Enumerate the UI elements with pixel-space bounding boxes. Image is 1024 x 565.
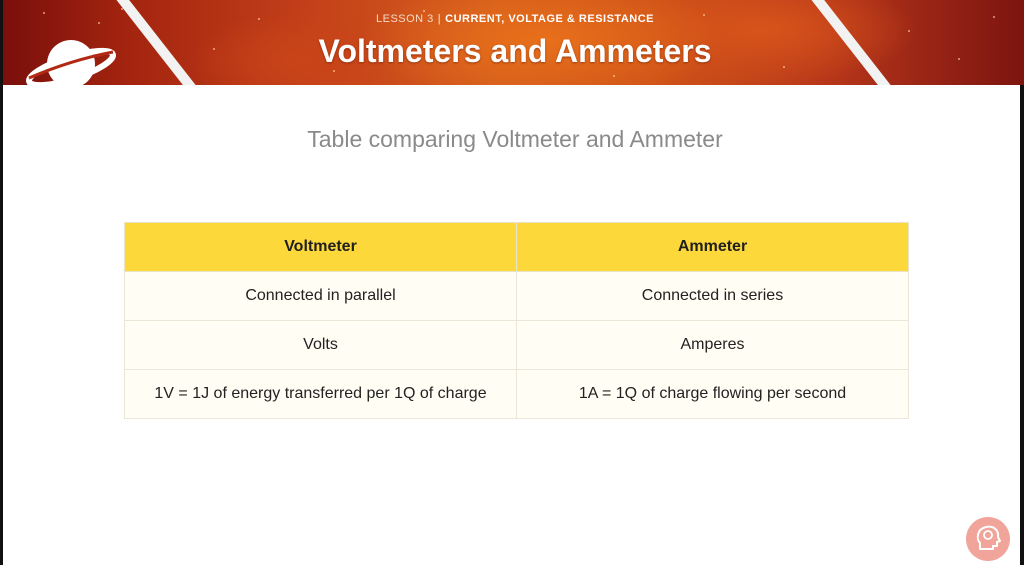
table-header-row — [125, 223, 909, 272]
table-cell: Connected in parallel — [125, 272, 517, 321]
column-header-ammeter: Ammeter — [517, 223, 909, 272]
table-cell: Connected in series — [517, 272, 909, 321]
lesson-breadcrumb — [3, 13, 1024, 25]
comparison-table — [124, 222, 909, 419]
table-cell: Volts — [125, 321, 517, 370]
table-row — [125, 370, 909, 419]
table-row — [125, 272, 909, 321]
lesson-topic: CURRENT, VOLTAGE & RESISTANCE — [445, 13, 654, 25]
table-cell: Amperes — [517, 321, 909, 370]
head-profile-icon[interactable] — [966, 517, 1010, 561]
column-header-voltmeter: Voltmeter — [125, 223, 517, 272]
table-caption: Table comparing Voltmeter and Ammeter — [307, 126, 723, 152]
header-banner — [3, 0, 1024, 85]
slide-title: Voltmeters and Ammeters — [318, 33, 712, 69]
breadcrumb-separator: | — [437, 13, 442, 25]
lesson-number: LESSON 3 — [375, 13, 434, 25]
table-row — [125, 321, 909, 370]
table-cell: 1V = 1J of energy transferred per 1Q of charge — [125, 370, 517, 419]
table-cell: 1A = 1Q of charge flowing per second — [517, 370, 909, 419]
